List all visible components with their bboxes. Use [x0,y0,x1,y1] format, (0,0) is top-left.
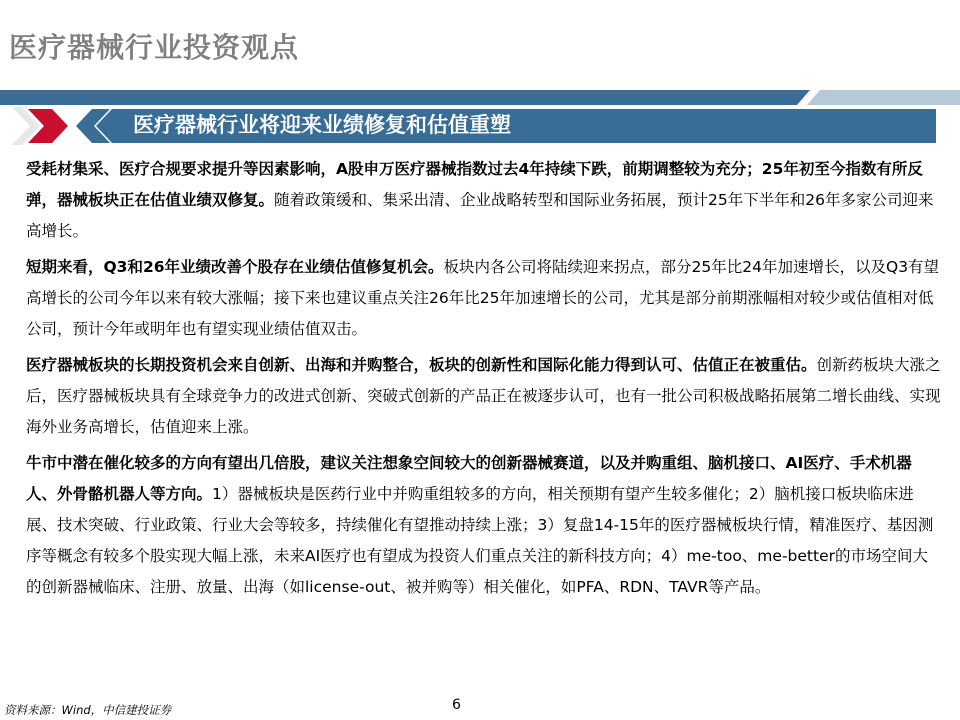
page-number: 6 [452,697,461,713]
slide-title: 医疗器械行业投资观点 [9,31,300,64]
paragraph-3 [26,350,941,443]
paragraph-3-text: 创新药板块大涨之后，医疗器械板块具有全球竞争力的改进式创新、突破式创新的产品正在被逐步认可，也有一批公司积极战略拓展第二增长曲线、实现海外业务高增长，估值迎来上涨。 [26,356,941,436]
paragraph-1-text: 随着政策缓和、集采出清、企业战略转型和国际业务拓展，预计25年下半年和26年多家公司迎来高增长。 [26,191,934,240]
content-body [26,154,941,608]
section-title: 医疗器械行业将迎来业绩修复和估值重塑 [133,113,511,137]
paragraph-4-bold: 牛市中潜在催化较多的方向有望出几倍股，建议关注想象空间较大的创新器械赛道，以及并购重组、脑机接口、AI医疗、手术机器人、外骨骼机器人等方向。 [26,454,912,503]
source-note: 资料来源：Wind，中信建投证券 [4,703,172,717]
paragraph-4-text: 1）器械板块是医药行业中并购重组较多的方向，相关预期有望产生较多催化；2）脑机接口板块临床进展、技术突破、行业政策、行业大会等较多，持续催化有望推动持续上涨；3）复盘14-15年的医疗器械板块行情，精准医疗、基因测序等概念有较多个股实现大幅上涨，未来AI医疗也有望成为投资人们重点关注的新科技方向；4）me-too、me-better的市场空间大的创新器械临床、注册、放量、出海（如license-out、被并购等）相关催化，如PFA、RDN、TAVR等产品。 [26,485,934,596]
paragraph-1 [26,154,941,247]
paragraph-3-bold: 医疗器械板块的长期投资机会来自创新、出海和并购整合，板块的创新性和国际化能力得到认可、估值正在被重估。 [26,356,817,374]
paragraph-2-bold: 短期来看，Q3和26年业绩改善个股存在业绩估值修复机会。 [26,258,444,276]
paragraph-2 [26,252,941,345]
paragraph-4 [26,448,941,603]
paragraph-2-text: 板块内各公司将陆续迎来拐点，部分25年比24年加速增长，以及Q3有望高增长的公司今年以来有较大涨幅；接下来也建议重点关注26年比25年加速增长的公司，尤其是部分前期涨幅相对较少或估值相对低公司，预计今年或明年也有望实现业绩估值双击。 [26,258,940,338]
paragraph-1-bold: 受耗材集采、医疗合规要求提升等因素影响，A股申万医疗器械指数过去4年持续下跌，前期调整较为充分；25年初至今指数有所反弹，器械板块正在估值业绩双修复。 [26,160,923,209]
